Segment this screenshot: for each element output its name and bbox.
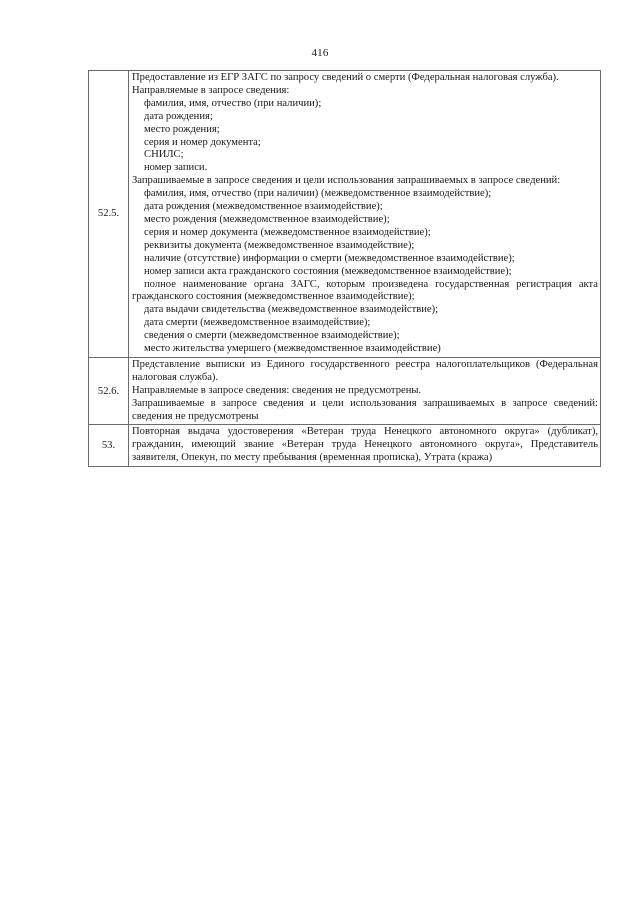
table-row — [89, 357, 601, 425]
content-line: Представление выписки из Единого государственного реестра налогоплательщиков (Федеральная налоговая служба). — [132, 358, 598, 383]
row-content — [129, 425, 601, 467]
content-line: серия и номер документа (межведомственное взаимодействие); — [144, 226, 431, 238]
content-line: номер записи акта гражданского состояния (межведомственное взаимодействие); — [144, 265, 512, 277]
content-line: место рождения; — [144, 123, 220, 135]
content-line: серия и номер документа; — [144, 136, 261, 148]
content-line: номер записи. — [144, 162, 208, 174]
content-line: Повторная выдача удостоверения «Ветеран труда Ненецкого автономного округа» (дубликат), гражданин, имеющий звание «Ветеран труда Ненецкого автономного округа», Представитель заявителя, Опекун, по месту пребывания (временная прописка), Утрата (кража) — [132, 426, 598, 464]
row-number: 52.5. — [89, 71, 129, 358]
content-line: место рождения (межведомственное взаимодействие); — [144, 213, 390, 225]
content-line: фамилия, имя, отчество (при наличии); — [144, 97, 322, 109]
row-content — [129, 71, 601, 358]
content-line: СНИЛС; — [144, 149, 184, 161]
content-line: дата выдачи свидетельства (межведомственное взаимодействие); — [144, 304, 439, 316]
content-line: Запрашиваемые в запросе сведения и цели использования запрашиваемых в запросе сведений: сведения не предусмотрены — [132, 397, 598, 422]
content-line: дата рождения; — [144, 110, 213, 122]
table-row — [89, 425, 601, 467]
content-line: Предоставление из ЕГР ЗАГС по запросу сведений о смерти (Федеральная налоговая служба). — [132, 72, 559, 83]
content-line: полное наименование органа ЗАГС, которым произведена государственная регистрация акта гражданского состояния (межведомственное взаимодействие); — [132, 278, 598, 303]
content-line: фамилия, имя, отчество (при наличии) (межведомственное взаимодействие); — [144, 188, 492, 200]
row-number: 52.6. — [89, 357, 129, 425]
content-line: сведения о смерти (межведомственное взаимодействие); — [144, 330, 400, 342]
content-line: наличие (отсутствие) информации о смерти (межведомственное взаимодействие); — [144, 252, 515, 264]
services-table — [88, 70, 601, 467]
row-number: 53. — [89, 425, 129, 467]
content-line: Направляемые в запросе сведения: — [132, 84, 290, 96]
page-number: 416 — [311, 47, 329, 59]
content-line: реквизиты документа (межведомственное взаимодействие); — [144, 239, 415, 251]
content-line: место жительства умершего (межведомственное взаимодействие) — [144, 343, 441, 355]
content-line: Запрашиваемые в запросе сведения и цели использования запрашиваемых в запросе сведений: — [132, 175, 561, 187]
content-line: дата рождения (межведомственное взаимодействие); — [144, 201, 383, 213]
content-line: Направляемые в запросе сведения: сведения не предусмотрены. — [132, 384, 422, 396]
table-row — [89, 71, 601, 358]
row-content — [129, 357, 601, 425]
content-line: дата смерти (межведомственное взаимодействие); — [144, 317, 371, 329]
